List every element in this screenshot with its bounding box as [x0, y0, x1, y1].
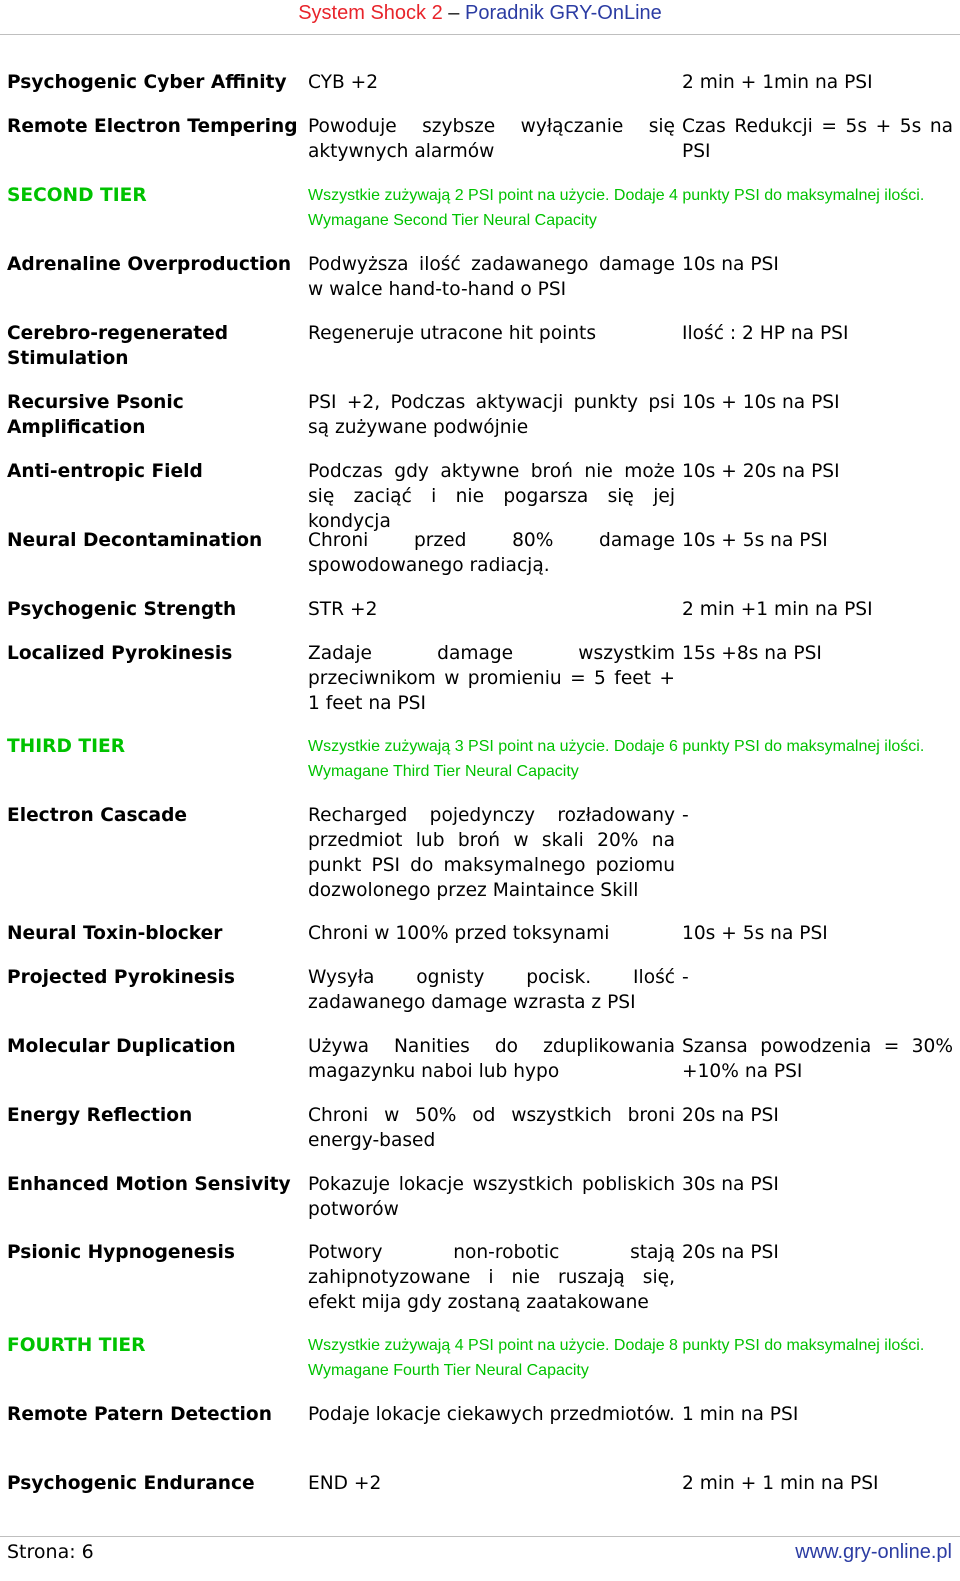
tier-name: SECOND TIER — [7, 185, 147, 206]
ability-duration: 10s + 5s na PSI — [682, 923, 828, 944]
ability-duration: - — [682, 805, 689, 826]
ability-name: Remote Electron Tempering — [7, 116, 298, 137]
ability-description: Podwyższa ilość zadawanego damage w walce hand-to-hand o PSI — [308, 254, 675, 300]
header-separator: – — [448, 2, 460, 24]
ability-duration: 2 min + 1min na PSI — [682, 72, 873, 93]
ability-name: Electron Cascade — [7, 805, 187, 826]
ability-duration: 10s + 10s na PSI — [682, 392, 840, 413]
ability-row — [7, 321, 953, 390]
ability-row — [7, 1034, 953, 1103]
ability-description: Zadaje damage wszystkim przeciwnikom w promieniu = 5 feet + 1 feet na PSI — [308, 643, 675, 714]
ability-description: END +2 — [308, 1473, 382, 1494]
ability-duration: - — [682, 967, 689, 988]
tier-name: THIRD TIER — [7, 736, 126, 757]
header-site-title: Poradnik GRY-OnLine — [464, 2, 662, 24]
ability-description: Chroni w 50% od wszystkich broni energy-based — [308, 1105, 675, 1151]
ability-description: STR +2 — [308, 599, 378, 620]
ability-duration: 30s na PSI — [682, 1174, 779, 1195]
ability-row — [7, 1103, 953, 1172]
ability-description: Powoduje szybsze wyłączanie się aktywnych alarmów — [308, 116, 675, 162]
ability-name: Localized Pyrokinesis — [7, 643, 233, 664]
page-header — [0, 0, 960, 35]
ability-row — [7, 1240, 953, 1333]
tier-description: Wszystkie zużywają 3 PSI point na użycie. Dodaje 6 punkty PSI do maksymalnej ilości. Wymagane Third Tier Neural Capacity — [308, 738, 925, 780]
ability-row — [7, 803, 953, 921]
ability-duration: 15s +8s na PSI — [682, 643, 822, 664]
tier-description: Wszystkie zużywają 2 PSI point na użycie. Dodaje 4 punkty PSI do maksymalnej ilości. Wymagane Second Tier Neural Capacity — [308, 187, 925, 229]
ability-description: Chroni przed 80% damage spowodowanego radiacją. — [308, 530, 675, 576]
ability-description: Używa Nanities do zduplikowania magazynku naboi lub hypo — [308, 1036, 675, 1082]
tier-header-row — [7, 734, 953, 803]
ability-name: Molecular Duplication — [7, 1036, 236, 1057]
footer-divider — [0, 1536, 960, 1537]
ability-row — [7, 390, 953, 459]
ability-duration: Ilość : 2 HP na PSI — [682, 323, 849, 344]
tier-description: Wszystkie zużywają 4 PSI point na użycie. Dodaje 8 punkty PSI do maksymalnej ilości. Wymagane Fourth Tier Neural Capacity — [308, 1337, 925, 1379]
ability-name: Remote Patern Detection — [7, 1404, 272, 1425]
ability-row — [7, 597, 953, 641]
ability-duration: 10s + 5s na PSI — [682, 530, 828, 551]
ability-duration: Czas Redukcji = 5s + 5s na PSI — [682, 116, 953, 162]
ability-row — [7, 252, 953, 321]
ability-name: Neural Toxin-blocker — [7, 923, 223, 944]
ability-row — [7, 114, 953, 183]
tier-header-row — [7, 183, 953, 252]
header-app-title: System Shock 2 — [298, 2, 443, 24]
ability-description: Recharged pojedynczy rozładowany przedmiot lub broń w skali 20% na punkt PSI do maksymalnego poziomu dozwolonego przez Maintaince Skill — [308, 805, 675, 901]
ability-duration: 20s na PSI — [682, 1242, 779, 1263]
ability-name: Energy Reflection — [7, 1105, 193, 1126]
ability-row — [7, 965, 953, 1034]
ability-description: Regeneruje utracone hit points — [308, 323, 597, 344]
ability-duration: Szansa powodzenia = 30% +10% na PSI — [682, 1036, 953, 1082]
ability-name: Cerebro-regenerated Stimulation — [7, 323, 229, 369]
tier-header-row — [7, 1333, 953, 1402]
ability-name: Recursive Psonic Amplification — [7, 392, 184, 438]
ability-name: Enhanced Motion Sensivity — [7, 1174, 291, 1195]
page-number: Strona: 6 — [7, 1541, 94, 1563]
ability-description: Wysyła ognisty pocisk. Ilość zadawanego damage wzrasta z PSI — [308, 967, 675, 1013]
ability-name: Projected Pyrokinesis — [7, 967, 235, 988]
ability-row — [7, 641, 953, 734]
ability-description: Podczas gdy aktywne broń nie może się zaciąć i nie pogarsza się jej kondycja — [308, 461, 675, 532]
ability-name: Psychogenic Cyber Affinity — [7, 72, 287, 93]
ability-description: Potwory non-robotic stają zahipnotyzowane i nie ruszają się, efekt mija gdy zostaną zaatakowane — [308, 1242, 675, 1313]
ability-row — [7, 921, 953, 965]
ability-description: Podaje lokacje ciekawych przedmiotów. — [308, 1404, 675, 1425]
ability-row — [7, 459, 953, 532]
ability-description: Chroni w 100% przed toksynami — [308, 923, 610, 944]
ability-description: PSI +2, Podczas aktywacji punkty psi są zużywane podwójnie — [308, 392, 675, 438]
ability-name: Adrenaline Overproduction — [7, 254, 292, 275]
ability-duration: 20s na PSI — [682, 1105, 779, 1126]
ability-name: Neural Decontamination — [7, 530, 263, 551]
ability-name: Psychogenic Strength — [7, 599, 237, 620]
ability-row — [7, 70, 953, 114]
ability-row — [7, 1402, 953, 1471]
ability-row — [7, 1172, 953, 1241]
ability-row — [7, 1471, 953, 1515]
header-divider — [0, 34, 960, 35]
ability-duration: 10s na PSI — [682, 254, 779, 275]
ability-duration: 2 min + 1 min na PSI — [682, 1473, 879, 1494]
ability-row — [7, 528, 953, 597]
ability-description: Pokazuje lokacje wszystkich pobliskich potworów — [308, 1174, 675, 1220]
tier-name: FOURTH TIER — [7, 1335, 146, 1356]
ability-name: Psionic Hypnogenesis — [7, 1242, 235, 1263]
ability-name: Anti-entropic Field — [7, 461, 203, 482]
site-link[interactable]: www.gry-online.pl — [795, 1541, 952, 1563]
ability-duration: 2 min +1 min na PSI — [682, 599, 873, 620]
ability-duration: 10s + 20s na PSI — [682, 461, 840, 482]
ability-description: CYB +2 — [308, 72, 379, 93]
ability-duration: 1 min na PSI — [682, 1404, 799, 1425]
ability-name: Psychogenic Endurance — [7, 1473, 255, 1494]
